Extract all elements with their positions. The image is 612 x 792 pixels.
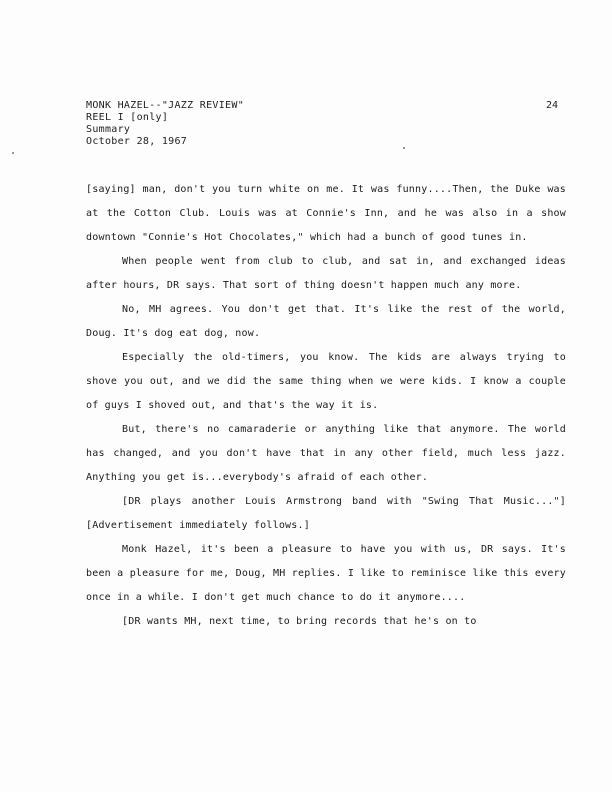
paragraph: But, there's no camaraderie or anything like that anymore. The world has changed, and you don't have that in any other field, much less jazz. Anything you get is...everybody's afraid of each other. xyxy=(86,424,566,483)
page-number: 24 xyxy=(546,100,559,111)
paragraph: Monk Hazel, it's been a pleasure to have you with us, DR says. It's been a pleasure for me, Doug, MH replies. I like to reminisce like this every once in a while. I don't get much chance to do it anymore.... xyxy=(86,544,566,603)
paragraph: [DR wants MH, next time, to bring records that he's on to xyxy=(122,616,477,627)
header-date: October 28, 1967 xyxy=(86,136,188,147)
paragraph: Especially the old-timers, you know. The kids are always trying to shove you out, and we did the same thing when we were kids. I know a couple of guys I shoved out, and that's the way it is. xyxy=(86,352,566,411)
paragraph: No, MH agrees. You don't get that. It's like the rest of the world, Doug. It's dog eat dog, now. xyxy=(86,304,566,339)
header-reel: REEL I [only] xyxy=(86,112,169,123)
paragraph: [DR plays another Louis Armstrong band with "Swing That Music..."] [Advertisement immediately follows.] xyxy=(86,496,566,531)
paragraph: When people went from club to club, and sat in, and exchanged ideas after hours, DR says. That sort of thing doesn't happen much any more. xyxy=(86,256,566,291)
paragraph: [saying] man, don't you turn white on me. It was funny....Then, the Duke was at the Cotton Club. Louis was at Connie's Inn, and he was also in a show downtown "Connie's Hot Chocolates," which had a bunch of good tunes in. xyxy=(86,184,566,243)
scan-speck xyxy=(403,147,405,149)
header-summary-label: Summary xyxy=(86,124,131,135)
transcript-body xyxy=(86,178,566,634)
scan-speck xyxy=(12,152,14,154)
header-title: MONK HAZEL--"JAZZ REVIEW" xyxy=(86,100,245,111)
document-header xyxy=(86,100,244,148)
